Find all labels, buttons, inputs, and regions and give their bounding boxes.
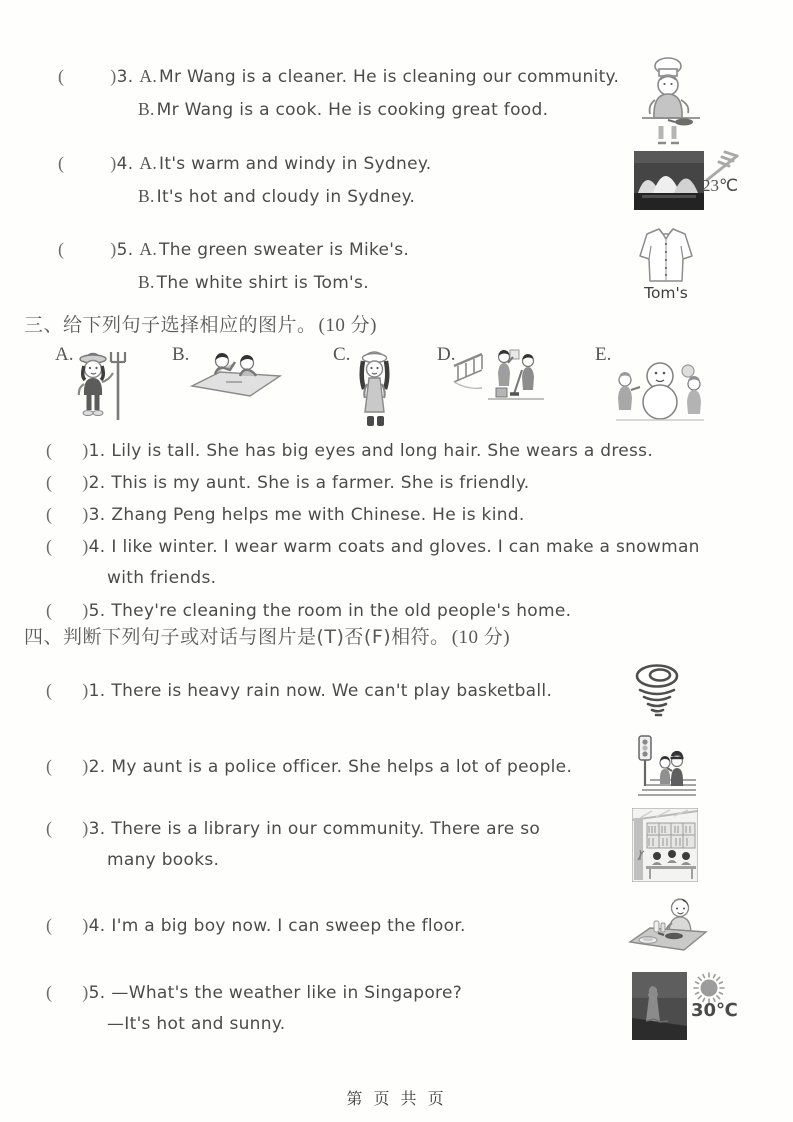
sec3-q5-row [46,600,571,621]
option-a-label: A. [139,153,158,173]
question-number: 4. [116,154,134,174]
sec4-q4-row [46,915,466,936]
option-a-label: A. [139,66,158,86]
answer-blank [58,66,117,86]
sec2-q5-row-b [138,272,369,293]
answer-blank [46,818,89,838]
singapore-temperature: 30℃ [691,1000,738,1021]
answer-blank [46,440,89,460]
question-number: 5. [116,240,134,260]
question-text: This is my aunt. She is a farmer. She is friendly. [111,473,530,493]
option-a-text: Mr Wang is a cleaner. He is cleaning our community. [159,67,620,87]
question-number: 5. [88,601,106,621]
paren-open: ( [46,756,53,776]
paren-close: ) [82,915,89,935]
section4-title-text: 四、判断下列句子或对话与图片是(T)否(F)相符。 [24,626,450,648]
answer-blank [46,472,89,492]
option-b-text: Mr Wang is a cook. He is cooking great food. [156,100,549,120]
paren-close: ) [82,504,89,524]
answer-blank [46,536,89,556]
question-number: 4. [88,537,106,557]
question-text-continued: —It's hot and sunny. [107,1014,286,1034]
question-number: 2. [88,473,106,493]
answer-blank [46,915,89,935]
sec3-q4-row [46,536,700,557]
paren-open: ( [46,600,53,620]
paren-close: ) [82,756,89,776]
paren-close: ) [82,818,89,838]
question-number: 4. [88,916,106,936]
question-text: There is a library in our community. There are so [111,819,541,839]
answer-blank [46,982,89,1002]
option-a-text: The green sweater is Mike's. [159,240,410,260]
sec4-q1-row [46,680,552,701]
picture-label-b: B. [172,344,190,365]
option-a-label: A. [139,239,158,259]
tornado-icon [633,664,681,717]
question-number: 1. [88,681,106,701]
sec3-q1-row [46,440,653,461]
question-number: 3. [88,505,106,525]
farmer-woman-image [68,348,136,428]
option-b-label: B. [138,186,155,206]
kids-cleaning-image [452,348,546,402]
picture-label-e: E. [595,344,612,365]
option-b-label: B. [138,272,155,292]
question-text: Zhang Peng helps me with Chinese. He is kind. [111,505,525,525]
sec3-q3-row [46,504,525,525]
paren-close: ) [82,472,89,492]
picture-label-a: A. [55,344,74,365]
paren-open: ( [46,504,53,524]
option-b-text: The white shirt is Tom's. [156,273,369,293]
option-b-text: It's hot and cloudy in Sydney. [156,187,416,207]
question-text: There is heavy rain now. We can't play basketball. [111,681,553,701]
section4-score: (10 分) [451,627,511,648]
answer-blank [58,153,117,173]
question-text: Lily is tall. She has big eyes and long hair. She wears a dress. [111,441,654,461]
snowman-kids-image [608,354,708,425]
question-text: I'm a big boy now. I can sweep the floor. [111,916,466,936]
paren-open: ( [46,680,53,700]
sec4-q5-row [46,982,462,1003]
sec2-q3-row-b [138,99,548,120]
shirt-caption: Tom's [644,284,688,302]
paren-open: ( [58,153,65,173]
question-number: 5. [88,983,106,1003]
paren-close: ) [82,982,89,1002]
question-text: I like winter. I wear warm coats and gloves. I can make a snowman [111,537,700,557]
question-text-continued: many books. [107,850,220,870]
white-shirt-image [636,226,696,284]
police-officer-crossing-image [634,734,698,798]
singapore-merlion-photo [632,972,687,1040]
option-b-label: B. [138,99,155,119]
paren-close: ) [82,440,89,460]
answer-blank [46,600,89,620]
paren-close: ) [110,66,117,86]
paren-close: ) [82,536,89,556]
paren-open: ( [46,818,53,838]
section3-title-text: 三、给下列句子选择相应的图片。 [24,314,317,336]
question-text: —What's the weather like in Singapore? [111,983,463,1003]
page-footer: 第 页 共 页 [346,1089,447,1108]
sec2-q3-row-a [58,66,619,87]
paren-open: ( [58,66,65,86]
boys-studying-image [190,352,282,398]
sydney-temperature: 23℃ [702,176,739,195]
section3-score: (10 分) [318,315,377,336]
chef-cooking-image [641,56,701,148]
girl-long-hair-image [350,348,400,430]
paren-close: ) [110,239,117,259]
section4-title [24,622,510,649]
paren-close: ) [82,600,89,620]
sec2-q4-row-a [58,153,432,174]
sydney-opera-house-photo [634,151,704,210]
question-number: 2. [88,757,106,777]
paren-open: ( [46,472,53,492]
question-number: 3. [88,819,106,839]
section3-title [24,310,377,337]
picture-label-c: C. [333,344,351,365]
question-number: 1. [88,441,106,461]
sec4-q3-row-cont [107,850,219,870]
paren-open: ( [46,536,53,556]
question-text: They're cleaning the room in the old people's home. [111,601,572,621]
sec4-q3-row [46,818,540,839]
option-a-text: It's warm and windy in Sydney. [159,154,432,174]
answer-blank [58,239,117,259]
boy-cooking-at-table-image [628,890,708,956]
paren-open: ( [46,915,53,935]
picture-label-d: D. [437,344,456,365]
paren-open: ( [46,440,53,460]
answer-blank [46,680,89,700]
paren-open: ( [58,239,65,259]
sec2-q4-row-b [138,186,415,207]
sec4-q5-row-cont [107,1014,285,1034]
library-image [632,808,698,882]
answer-blank [46,504,89,524]
paren-close: ) [82,680,89,700]
paren-close: ) [110,153,117,173]
question-number: 3. [116,67,134,87]
sec3-q4-row-cont [107,568,216,588]
question-text: My aunt is a police officer. She helps a lot of people. [111,757,573,777]
question-text-continued: with friends. [107,568,217,588]
answer-blank [46,756,89,776]
sec2-q5-row-a [58,239,409,260]
sec4-q2-row [46,756,572,777]
paren-open: ( [46,982,53,1002]
sec3-q2-row [46,472,530,493]
